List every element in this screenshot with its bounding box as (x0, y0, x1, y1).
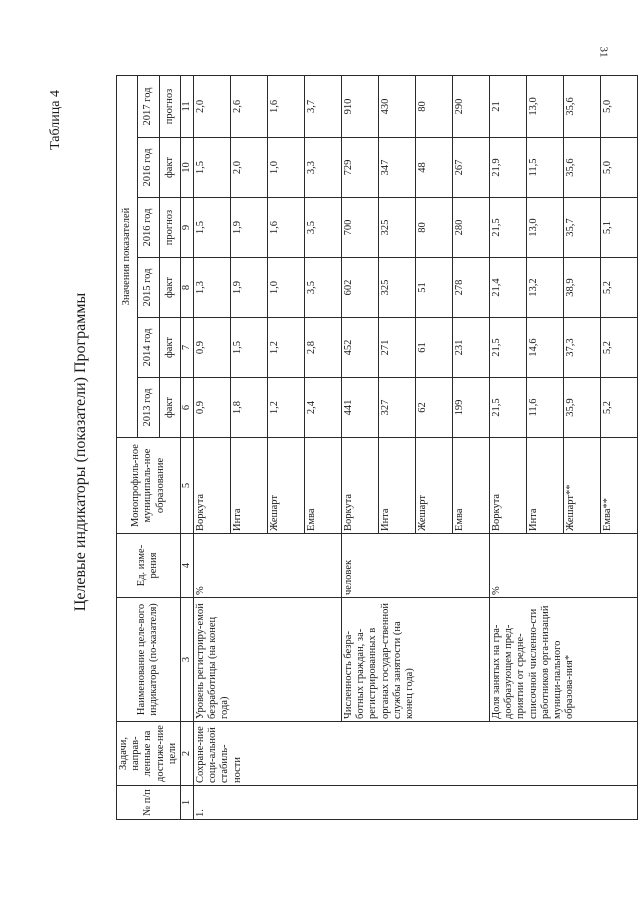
value-cell: 290 (453, 75, 490, 137)
value-cell: 231 (453, 318, 490, 378)
value-cell: 13,2 (527, 258, 564, 318)
value-cell: 267 (453, 138, 490, 198)
header-municipality: Монопрофиль-ное муниципаль-ное образование (117, 438, 181, 534)
value-cell: 21,5 (490, 198, 527, 258)
column-number: 10 (180, 138, 193, 198)
value-cell: 35,6 (564, 75, 601, 137)
value-cell: 21,5 (490, 318, 527, 378)
value-cell: 325 (379, 258, 416, 318)
value-cell: 3,7 (305, 75, 342, 137)
header-year: 2014 год (138, 318, 159, 378)
value-cell: 1,5 (194, 198, 231, 258)
value-cell: 5,1 (601, 198, 638, 258)
value-cell: 1,5 (194, 138, 231, 198)
header-value-kind: факт (159, 258, 180, 318)
header-year: 2013 год (138, 378, 159, 438)
indicator-unit: % (194, 534, 342, 598)
value-cell: 13,0 (527, 75, 564, 137)
column-number: 6 (180, 378, 193, 438)
value-cell: 5,2 (601, 378, 638, 438)
value-cell: 1,0 (268, 258, 305, 318)
value-cell: 1,6 (268, 198, 305, 258)
municipality-cell: Инта (231, 438, 268, 534)
value-cell: 325 (379, 198, 416, 258)
header-value-kind: факт (159, 318, 180, 378)
value-cell: 21 (490, 75, 527, 137)
column-number: 2 (180, 722, 193, 786)
value-cell: 0,9 (194, 378, 231, 438)
column-number: 9 (180, 198, 193, 258)
column-number-row (180, 75, 193, 819)
value-cell: 21,9 (490, 138, 527, 198)
municipality-cell: Воркута (342, 438, 379, 534)
value-cell: 0,9 (194, 318, 231, 378)
indicator-unit: % (490, 534, 638, 598)
municipality-cell: Емва** (601, 438, 638, 534)
indicator-name: Уровень регистриру-емой безработицы (на конец года) (194, 598, 342, 722)
column-number: 4 (180, 534, 193, 598)
value-cell: 35,6 (564, 138, 601, 198)
value-cell: 1,8 (231, 378, 268, 438)
municipality-cell: Инта (527, 438, 564, 534)
value-cell: 11,5 (527, 138, 564, 198)
column-number: 7 (180, 318, 193, 378)
value-cell: 35,7 (564, 198, 601, 258)
value-cell: 278 (453, 258, 490, 318)
header-values: Значения показателей (117, 75, 138, 437)
value-cell: 441 (342, 378, 379, 438)
municipality-cell: Емва (453, 438, 490, 534)
page-number: 31 (597, 46, 610, 58)
value-cell: 1,0 (268, 138, 305, 198)
column-number: 11 (180, 75, 193, 137)
value-cell: 452 (342, 318, 379, 378)
column-number: 1 (180, 786, 193, 820)
header-unit: Ед. изме-рения (117, 534, 181, 598)
value-cell: 37,3 (564, 318, 601, 378)
table-caption: Таблица 4 (48, 90, 63, 150)
value-cell: 3,3 (305, 138, 342, 198)
value-cell: 700 (342, 198, 379, 258)
value-cell: 1,9 (231, 198, 268, 258)
indicator-unit: человек (342, 534, 490, 598)
value-cell: 5,0 (601, 138, 638, 198)
value-cell: 1,6 (268, 75, 305, 137)
value-cell: 729 (342, 138, 379, 198)
column-number: 8 (180, 258, 193, 318)
indicator-name: Доля занятых на гра-дообразующем пред-приятии от средне-списочной численно-сти работников орга-низаций муници-пального образова-ния* (490, 598, 638, 722)
value-cell: 1,3 (194, 258, 231, 318)
value-cell: 1,2 (268, 378, 305, 438)
value-cell: 5,2 (601, 258, 638, 318)
value-cell: 51 (416, 258, 453, 318)
municipality-cell: Воркута (490, 438, 527, 534)
header-year: 2015 год (138, 258, 159, 318)
table-row (342, 75, 379, 819)
value-cell: 13,0 (527, 198, 564, 258)
value-cell: 430 (379, 75, 416, 137)
value-cell: 271 (379, 318, 416, 378)
municipality-cell: Емва (305, 438, 342, 534)
value-cell: 199 (453, 378, 490, 438)
municipality-cell: Жешарт** (564, 438, 601, 534)
value-cell: 910 (342, 75, 379, 137)
value-cell: 3,5 (305, 258, 342, 318)
municipality-cell: Инта (379, 438, 416, 534)
header-year: 2017 год (138, 75, 159, 137)
rotated-page-content (40, 62, 614, 842)
value-cell: 347 (379, 138, 416, 198)
header-indicator: Наименование целе-вого индикатора (по-казателя) (117, 598, 181, 722)
value-cell: 21,4 (490, 258, 527, 318)
value-cell: 11,6 (527, 378, 564, 438)
value-cell: 38,9 (564, 258, 601, 318)
value-cell: 21,5 (490, 378, 527, 438)
value-cell: 602 (342, 258, 379, 318)
header-year: 2016 год (138, 138, 159, 198)
indicators-table (116, 75, 638, 820)
row-number: 1. (194, 786, 638, 820)
table-row (194, 75, 231, 819)
value-cell: 62 (416, 378, 453, 438)
value-cell: 80 (416, 198, 453, 258)
indicator-name: Численность безра-ботных граждан, за-регистрированных в органах государ-ственной службы занятости (на конец года) (342, 598, 490, 722)
municipality-cell: Воркута (194, 438, 231, 534)
header-value-kind: прогноз (159, 198, 180, 258)
municipality-cell: Жешарт (416, 438, 453, 534)
value-cell: 5,2 (601, 318, 638, 378)
value-cell: 48 (416, 138, 453, 198)
header-value-kind: прогноз (159, 75, 180, 137)
header-year: 2016 год (138, 198, 159, 258)
value-cell: 2,8 (305, 318, 342, 378)
header-num: № п/п (117, 786, 181, 820)
value-cell: 1,9 (231, 258, 268, 318)
value-cell: 80 (416, 75, 453, 137)
value-cell: 280 (453, 198, 490, 258)
table-title: Целевые индикаторы (показатели) Программы (72, 292, 89, 612)
value-cell: 61 (416, 318, 453, 378)
table-row (490, 75, 527, 819)
value-cell: 2,0 (194, 75, 231, 137)
value-cell: 2,4 (305, 378, 342, 438)
value-cell: 1,5 (231, 318, 268, 378)
column-number: 5 (180, 438, 193, 534)
header-task: Задачи, направ-ленные на достиже-ние цели (117, 722, 181, 786)
municipality-cell: Жешарт (268, 438, 305, 534)
value-cell: 3,5 (305, 198, 342, 258)
value-cell: 1,2 (268, 318, 305, 378)
value-cell: 2,6 (231, 75, 268, 137)
header-value-kind: факт (159, 138, 180, 198)
value-cell: 5,0 (601, 75, 638, 137)
header-value-kind: факт (159, 378, 180, 438)
column-number: 3 (180, 598, 193, 722)
task-cell: Сохране-ние соци-альной стабиль-ности (194, 722, 638, 786)
value-cell: 2,0 (231, 138, 268, 198)
value-cell: 35,9 (564, 378, 601, 438)
value-cell: 327 (379, 378, 416, 438)
value-cell: 14,6 (527, 318, 564, 378)
